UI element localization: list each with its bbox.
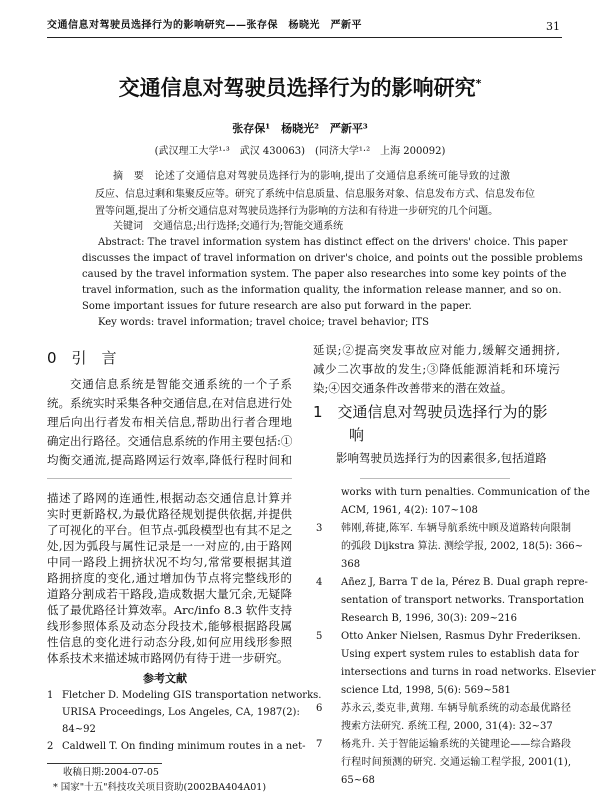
reference-line: sentation of transport networks. Transportation bbox=[341, 595, 585, 606]
reference-line: URISA Proceedings, Los Angeles, CA, 1987(2): bbox=[62, 707, 300, 718]
reference-line: Caldwell T. On finding minimum routes in a net- bbox=[62, 741, 306, 752]
paragraph-line: 中同一路段上拥挤状况不均匀,常常要根据其道 bbox=[47, 555, 292, 569]
reference-line: 韩刚,蒋捷,陈军. 车辆导航系统中顾及道路转向限制 bbox=[341, 523, 571, 534]
reference-line: 的弧段 Dijkstra 算法. 测绘学报, 2002, 18(5): 366~ bbox=[341, 541, 584, 552]
paragraph-line: 交通信息系统是智能交通系统的一个子系 bbox=[70, 377, 292, 391]
paragraph-line: 性信息的变化进行动态分段,如何应用线形参照 bbox=[47, 635, 292, 649]
reference-number: 2 bbox=[47, 741, 54, 752]
section-heading: 响 bbox=[349, 426, 365, 444]
reference-line: Añez J, Barra T de la, Pérez B. Dual graph repre- bbox=[341, 577, 588, 588]
paragraph-line: 延误;②提高突发事故应对能力,缓解交通拥挤, bbox=[313, 343, 560, 357]
footnote: 收稿日期:2004-07-05 bbox=[63, 767, 159, 778]
reference-line: Using expert system rules to establish data for bbox=[341, 649, 579, 660]
reference-line: ACM, 1961, 4(2): 107~108 bbox=[341, 505, 478, 516]
paragraph-line: 均衡交通流,提高路网运行效率,降低行程时间和 bbox=[47, 453, 292, 467]
paragraph-line: 处,因为弧段与属性记录是一一对应的,由于路网 bbox=[47, 539, 292, 553]
reference-line: 84~92 bbox=[62, 724, 96, 735]
paragraph-line: 确定出行路径。交通信息系统的作用主要包括:① bbox=[47, 434, 293, 448]
reference-line: 苏永云,娄克非,黄翔. 车辆导航系统的动态最优路径 bbox=[341, 703, 571, 714]
scan-artifact-right bbox=[360, 478, 510, 479]
reference-line: 行程时间预测的研究. 交通运输工程学报, 2001(1), bbox=[341, 757, 571, 768]
section-heading: 0 引 言 bbox=[47, 349, 117, 367]
paragraph-line: 影响驾驶员选择行为的因素很多,包括道路 bbox=[336, 451, 547, 465]
abstract-en-line: discusses the impact of travel information on driver's choice, and points out the possible problems bbox=[82, 253, 583, 264]
paragraph-line: 路拥挤度的变化,通过增加伪节点将完整线形的 bbox=[47, 571, 292, 585]
abstract-cn-line: 置等问题,提出了分析交通信息对驾驶员选择行为影响的方法和有待进一步研究的几个问题。 bbox=[95, 206, 499, 217]
paragraph-line: 减少二次事故的发生;③降低能源消耗和环境污 bbox=[313, 362, 560, 376]
reference-line: 搜索方法研究. 系统工程, 2000, 31(4): 32~37 bbox=[341, 721, 553, 732]
abstract-en-line: Abstract: The travel information system has distinct effect on the drivers' choice. This paper bbox=[98, 237, 568, 248]
footnote: * 国家"十五"科技攻关项目资助(2002BA404A01) bbox=[53, 782, 267, 793]
paragraph-line: 实时更新路权,为最优路径规划提供依据,并提供 bbox=[47, 507, 292, 521]
reference-line: 65~68 bbox=[341, 775, 375, 786]
reference-number: 3 bbox=[316, 523, 323, 534]
authors: 张存保¹ 杨晓光² 严新平³ bbox=[232, 122, 368, 135]
paragraph-line: 低了最优路径计算效率。Arc/info 8.3 软件支持 bbox=[47, 603, 292, 617]
title-footnote-mark: * bbox=[475, 77, 482, 90]
reference-line: science Ltd, 1998, 5(6): 569~581 bbox=[341, 685, 511, 696]
reference-number: 6 bbox=[316, 703, 323, 714]
running-header: 交通信息对驾驶员选择行为的影响研究——张存保 杨晓光 严新平 bbox=[47, 20, 362, 31]
abstract-en-line: Key words: travel information; travel choice; travel behavior; ITS bbox=[98, 317, 430, 328]
abstract-en-line: travel information, such as the information quality, the information release manner, and so on. bbox=[82, 285, 562, 296]
reference-number: 5 bbox=[316, 631, 323, 642]
scan-artifact-left bbox=[47, 478, 292, 479]
paragraph-line: 了可视化的平台。但节点-弧段模型也有其不足之 bbox=[47, 523, 293, 537]
references-heading: 参考文献 bbox=[143, 672, 187, 685]
header-rule bbox=[47, 37, 562, 38]
paragraph-line: 线形参照体系及动态分段技术,能够根据路段属 bbox=[47, 619, 292, 633]
paragraph-line: 描述了路网的连通性,根据动态交通信息计算并 bbox=[47, 491, 292, 505]
paragraph-line: 道路分割成若干路段,造成数据大量冗余,无疑降 bbox=[47, 587, 292, 601]
paragraph-line: 染;④因交通条件改善带来的潜在效益。 bbox=[313, 381, 513, 395]
paragraph-line: 理后向出行者发布相关信息,帮助出行者合理地 bbox=[47, 415, 292, 429]
paper-title bbox=[0, 76, 600, 101]
abstract-cn-line: 关键词 交通信息;出行选择;交通行为;智能交通系统 bbox=[113, 221, 344, 232]
section-heading: 1 交通信息对驾驶员选择行为的影 bbox=[313, 403, 548, 421]
reference-line: Fletcher D. Modeling GIS transportation networks. bbox=[62, 690, 322, 701]
reference-line: 杨兆升. 关于智能运输系统的关键理论——综合路段 bbox=[341, 739, 571, 750]
reference-line: 368 bbox=[341, 559, 361, 570]
affiliation: (武汉理工大学¹·³ 武汉 430063) (同济大学¹·² 上海 200092) bbox=[154, 146, 446, 157]
footnote-rule bbox=[47, 763, 162, 764]
reference-number: 4 bbox=[316, 577, 323, 588]
abstract-en-line: Some important issues for future research are also put forward in the paper. bbox=[82, 301, 472, 312]
title-text: 交通信息对驾驶员选择行为的影响研究 bbox=[118, 76, 476, 100]
paragraph-line: 统。系统实时采集各种交通信息,在对信息进行处 bbox=[47, 396, 293, 410]
reference-number: 1 bbox=[47, 690, 54, 701]
reference-line: Otto Anker Nielsen, Rasmus Dyhr Frederiksen. bbox=[341, 631, 581, 642]
page-number: 31 bbox=[546, 20, 560, 33]
abstract-cn-line: 反应、信息过剩和集聚反应等。研究了系统中信息质量、信息服务对象、信息发布方式、信息发布位 bbox=[95, 189, 535, 200]
reference-number: 7 bbox=[316, 739, 323, 750]
reference-line: intersections and turns in road networks. Elsevier bbox=[341, 667, 596, 678]
paragraph-line: 体系技术来描述城市路网仍有待于进一步研究。 bbox=[47, 651, 289, 665]
abstract-en-line: caused by the travel information system. The paper also researches into some key points of the bbox=[82, 269, 567, 280]
abstract-cn-line: 摘 要 论述了交通信息对驾驶员选择行为的影响,提出了交通信息系统可能导致的过激 bbox=[113, 171, 510, 182]
reference-line: Research B, 1996, 30(3): 209~216 bbox=[341, 613, 517, 624]
reference-line: works with turn penalties. Communication of the bbox=[341, 487, 590, 498]
